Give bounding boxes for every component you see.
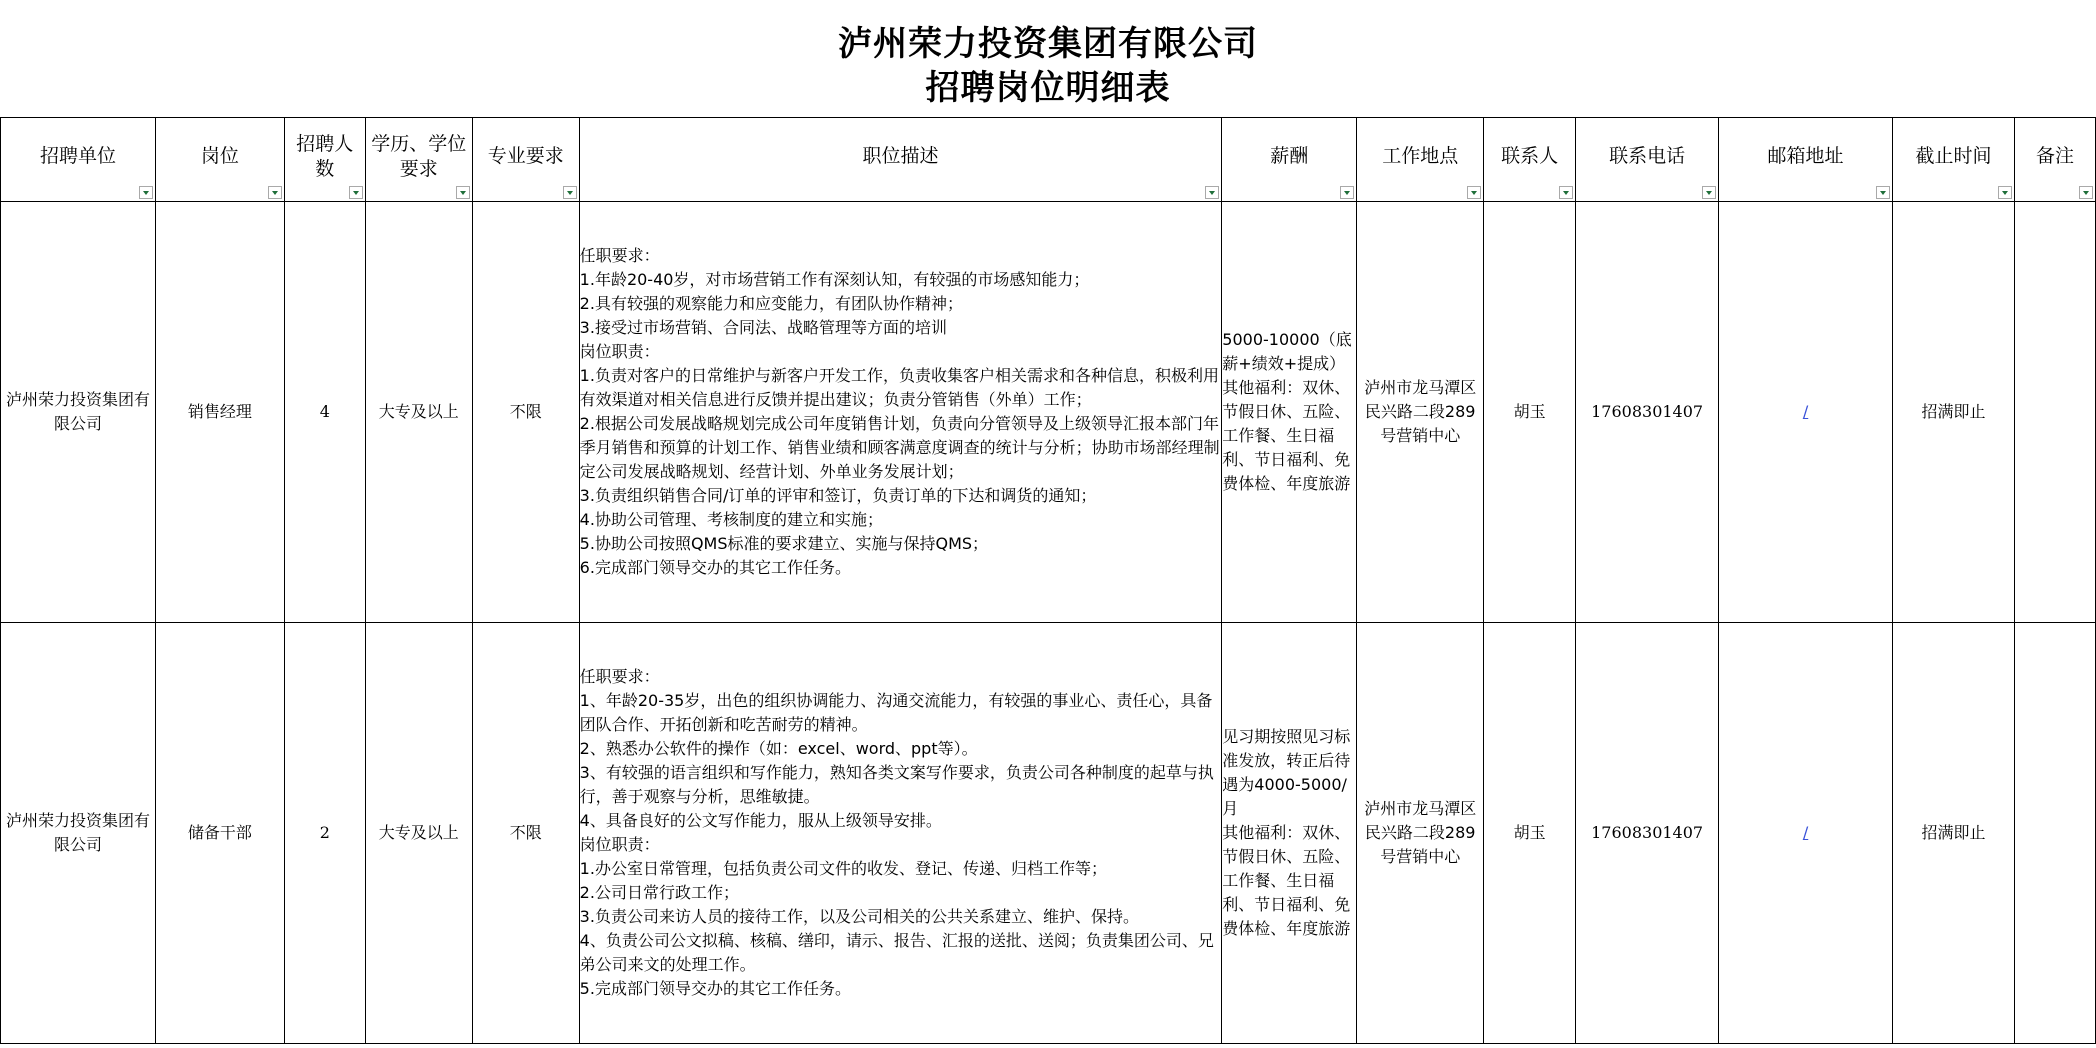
header-cell-remark: 备注 <box>2014 118 2095 202</box>
cell-description[interactable]: 任职要求： 1.年龄20-40岁，对市场营销工作有深刻认知，有较强的市场感知能力； 2.具有较强的观察能力和应变能力，有团队协作精神； 3.接受过市场营销、合同法、战略管理等方面的培训 岗位职责： 1.负责对客户的日常维护与新客户开发工作，负责收集客户相关需求和各种信息，积极利用有效渠道对相关信息进行反馈并提出建议；负责分管销售（外单）工作； 2.根据公司发展战略规划完成公司年度销售计划，负责向分管领导及上级领导汇报本部门年季月销售和预算的计划工作、销售业绩和顾客满意度调查的统计与分析；协助市场部经理制定公司发展战略规划、经营计划、外单业务发展计划； 3.负责组织销售合同/订单的评审和签订，负责订单的下达和调货的通知； 4.协助公司管理、考核制度的建立和实施； 5.协助公司按照QMS标准的要求建立、实施与保持QMS； 6.完成部门领导交办的其它工作任务。 <box>579 202 1222 623</box>
cell-deadline[interactable]: 招满即止 <box>1893 202 2015 623</box>
header-cell-location: 工作地点 <box>1357 118 1484 202</box>
cell-contact[interactable]: 胡玉 <box>1484 202 1576 623</box>
table-row <box>1 202 2096 623</box>
email-link[interactable]: / <box>1802 823 1809 842</box>
cell-remark[interactable] <box>2014 202 2095 623</box>
filter-dropdown-icon[interactable] <box>1876 186 1890 199</box>
filter-dropdown-icon[interactable] <box>456 186 470 199</box>
cell-description[interactable]: 任职要求： 1、年龄20-35岁，出色的组织协调能力、沟通交流能力，有较强的事业心、责任心，具备团队合作、开拓创新和吃苦耐劳的精神。 2、熟悉办公软件的操作（如：excel、word、ppt等）。 3、有较强的语言组织和写作能力，熟知各类文案写作要求，负责公司各种制度的起草与执行，善于观察与分析，思维敏捷。 4、具备良好的公文写作能力，服从上级领导安排。 岗位职责： 1.办公室日常管理，包括负责公司文件的收发、登记、传递、归档工作等； 2.公司日常行政工作； 3.负责公司来访人员的接待工作，以及公司相关的公共关系建立、维护、保持。 4、负责公司公文拟稿、核稿、缮印，请示、报告、汇报的送批、送阅；负责集团公司、兄弟公司来文的处理工作。 5.完成部门领导交办的其它工作任务。 <box>579 623 1222 1044</box>
cell-major[interactable]: 不限 <box>472 623 579 1044</box>
header-cell-deadline: 截止时间 <box>1893 118 2015 202</box>
filter-dropdown-icon[interactable] <box>268 186 282 199</box>
filter-dropdown-icon[interactable] <box>1340 186 1354 199</box>
cell-salary[interactable]: 见习期按照见习标准发放，转正后待遇为4000-5000/月 其他福利：双休、节假日休、五险、工作餐、生日福利、节日福利、免费体检、年度旅游 <box>1222 623 1357 1044</box>
header-cell-salary: 薪酬 <box>1222 118 1357 202</box>
filter-dropdown-icon[interactable] <box>349 186 363 199</box>
cell-position[interactable]: 储备干部 <box>155 623 284 1044</box>
filter-dropdown-icon[interactable] <box>1467 186 1481 199</box>
cell-phone[interactable]: 17608301407 <box>1576 202 1719 623</box>
header-cell-unit: 招聘单位 <box>1 118 156 202</box>
cell-deadline[interactable]: 招满即止 <box>1893 623 2015 1044</box>
filter-dropdown-icon[interactable] <box>139 186 153 199</box>
cell-education[interactable]: 大专及以上 <box>365 623 472 1044</box>
cell-count[interactable]: 2 <box>284 623 365 1044</box>
header-cell-description: 职位描述 <box>579 118 1222 202</box>
header-cell-position: 岗位 <box>155 118 284 202</box>
filter-dropdown-icon[interactable] <box>1559 186 1573 199</box>
cell-salary[interactable]: 5000-10000（底薪+绩效+提成） 其他福利：双休、节假日休、五险、工作餐、生日福利、节日福利、免费体检、年度旅游 <box>1222 202 1357 623</box>
header-cell-major: 专业要求 <box>472 118 579 202</box>
recruitment-table <box>0 117 2096 1044</box>
cell-major[interactable]: 不限 <box>472 202 579 623</box>
header-cell-education: 学历、学位要求 <box>365 118 472 202</box>
header-row <box>1 118 2096 202</box>
cell-contact[interactable]: 胡玉 <box>1484 623 1576 1044</box>
filter-dropdown-icon[interactable] <box>1998 186 2012 199</box>
cell-unit[interactable]: 泸州荣力投资集团有限公司 <box>1 623 156 1044</box>
company-title: 泸州荣力投资集团有限公司 <box>838 24 1258 64</box>
cell-position[interactable]: 销售经理 <box>155 202 284 623</box>
cell-location[interactable]: 泸州市龙马潭区民兴路二段289号营销中心 <box>1357 623 1484 1044</box>
cell-education[interactable]: 大专及以上 <box>365 202 472 623</box>
table-title: 招聘岗位明细表 <box>925 68 1171 108</box>
page-title <box>0 22 2096 110</box>
table-row <box>1 623 2096 1044</box>
header-cell-phone: 联系电话 <box>1576 118 1719 202</box>
cell-phone[interactable]: 17608301407 <box>1576 623 1719 1044</box>
cell-email[interactable] <box>1719 202 1893 623</box>
cell-count[interactable]: 4 <box>284 202 365 623</box>
filter-dropdown-icon[interactable] <box>2079 186 2093 199</box>
header-cell-count: 招聘人数 <box>284 118 365 202</box>
cell-remark[interactable] <box>2014 623 2095 1044</box>
header-cell-contact: 联系人 <box>1484 118 1576 202</box>
filter-dropdown-icon[interactable] <box>1205 186 1219 199</box>
filter-dropdown-icon[interactable] <box>1702 186 1716 199</box>
cell-unit[interactable]: 泸州荣力投资集团有限公司 <box>1 202 156 623</box>
cell-location[interactable]: 泸州市龙马潭区民兴路二段289号营销中心 <box>1357 202 1484 623</box>
filter-dropdown-icon[interactable] <box>563 186 577 199</box>
header-cell-email: 邮箱地址 <box>1719 118 1893 202</box>
cell-email[interactable] <box>1719 623 1893 1044</box>
email-link[interactable]: / <box>1802 402 1809 421</box>
